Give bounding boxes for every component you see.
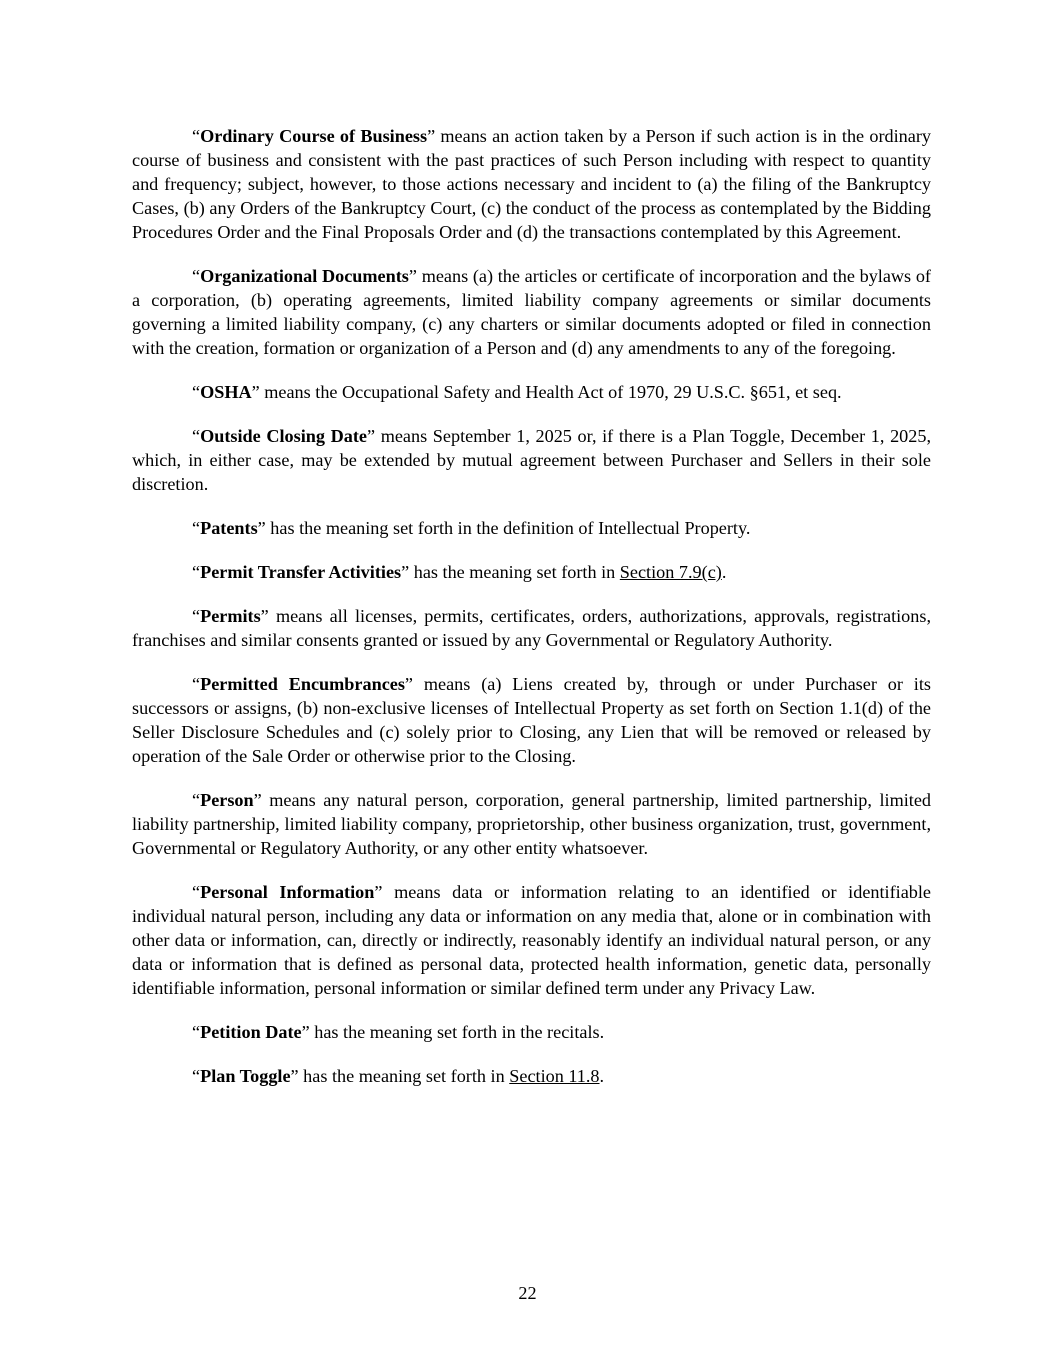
defined-term: Plan Toggle bbox=[200, 1066, 291, 1086]
definition-text: means any natural person, corporation, general partnership, limited partnership, limited liability partnership, limited liability company, proprietorship, other business organization, trust, government, Governmental or Regulatory Authority, or any other entity whatsoever. bbox=[132, 790, 931, 858]
section-reference-link[interactable]: Section 7.9(c) bbox=[619, 562, 722, 582]
defined-term: Person bbox=[200, 790, 254, 810]
definition-plan-toggle: “Plan Toggle” has the meaning set forth in Section 11.8. bbox=[192, 1066, 605, 1086]
definition-text: means the Occupational Safety and Health Act of 1970, 29 U.S.C. §651, et seq. bbox=[264, 382, 842, 402]
definition-text: has the meaning set forth in the recitals. bbox=[314, 1022, 605, 1042]
defined-term: Permits bbox=[200, 606, 261, 626]
definition-text: has the meaning set forth in the definition of Intellectual Property. bbox=[270, 518, 751, 538]
document-body bbox=[132, 124, 931, 1108]
defined-term: Permit Transfer Activities bbox=[200, 562, 402, 582]
definition-text: means all licenses, permits, certificates, orders, authorizations, approvals, registrations, franchises and similar consents granted or issued by any Governmental or Regulatory Authority. bbox=[132, 606, 931, 650]
definition-organizational-documents: “Organizational Documents” means (a) the articles or certificate of incorporation and the bylaws of a corporation, (b) operating agreements, limited liability company agreements or similar documents governing a limited liability company, (c) any charters or similar documents adopted or filed in connection with the creation, formation or organization of a Person and (d) any amendments to any of the foregoing. bbox=[132, 266, 931, 358]
definition-permitted-encumbrances: “Permitted Encumbrances” means (a) Liens created by, through or under Purchaser or its successors or assigns, (b) non-exclusive licenses of Intellectual Property as set forth on Section 1.1(d) of the Seller Disclosure Schedules and (c) solely prior to Closing, any Lien that will be removed or released by operation of the Sale Order or otherwise prior to the Closing. bbox=[132, 674, 931, 766]
definition-petition-date: “Petition Date” has the meaning set forth in the recitals. bbox=[192, 1022, 605, 1042]
definition-end-punctuation: . bbox=[721, 562, 727, 582]
definition-text: means data or information relating to an identified or identifiable individual natural person, including any data or information on any media that, alone or in combination with other data or information, can, directly or indirectly, reasonably identify an individual natural person, or any data or information that is defined as personal data, protected health information, genetic data, personally identifiable information, personal information or similar defined term under any Privacy Law. bbox=[132, 882, 931, 998]
definition-text: has the meaning set forth in bbox=[413, 562, 616, 582]
definition-personal-information: “Personal Information” means data or information relating to an identified or identifiable individual natural person, including any data or information on any media that, alone or in combination with other data or information, can, directly or indirectly, reasonably identify an individual natural person, or any data or information that is defined as personal data, protected health information, genetic data, personally identifiable information, personal information or similar defined term under any Privacy Law. bbox=[132, 882, 931, 998]
definition-text: means September 1, 2025 or, if there is a Plan Toggle, December 1, 2025, which, in either case, may be extended by mutual agreement between Purchaser and Sellers in their sole discretion. bbox=[132, 426, 931, 494]
defined-term: Petition Date bbox=[200, 1022, 302, 1042]
defined-term: Organizational Documents bbox=[200, 266, 409, 286]
defined-term: Personal Information bbox=[200, 882, 375, 902]
defined-term: Ordinary Course of Business bbox=[200, 126, 428, 146]
definition-patents: “Patents” has the meaning set forth in the definition of Intellectual Property. bbox=[192, 518, 751, 538]
definition-outside-closing-date: “Outside Closing Date” means September 1, 2025 or, if there is a Plan Toggle, December 1, 2025, which, in either case, may be extended by mutual agreement between Purchaser and Sellers in their sole discretion. bbox=[132, 426, 931, 494]
definition-text: means an action taken by a Person if such action is in the ordinary course of business and consistent with the past practices of such Person including with respect to quantity and frequency; subject, however, to those actions necessary and incident to (a) the filing of the Bankruptcy Cases, (b) any Orders of the Bankruptcy Court, (c) the conduct of the process as contemplated by the Bidding Procedures Order and the Final Proposals Order and (d) the transactions contemplated by this Agreement. bbox=[132, 126, 931, 242]
page-number: 22 bbox=[518, 1283, 537, 1303]
definition-text: means (a) Liens created by, through or under Purchaser or its successors or assigns, (b) non-exclusive licenses of Intellectual Property as set forth on Section 1.1(d) of the Seller Disclosure Schedules and (c) solely prior to Closing, any Lien that will be removed or released by operation of the Sale Order or otherwise prior to the Closing. bbox=[132, 674, 931, 766]
defined-term: Outside Closing Date bbox=[200, 426, 367, 446]
definition-text: has the meaning set forth in bbox=[303, 1066, 505, 1086]
definition-permits: “Permits” means all licenses, permits, certificates, orders, authorizations, approvals, registrations, franchises and similar consents granted or issued by any Governmental or Regulatory Authority. bbox=[132, 606, 931, 650]
definition-end-punctuation: . bbox=[599, 1066, 605, 1086]
definition-person: “Person” means any natural person, corporation, general partnership, limited partnership, limited liability partnership, limited liability company, proprietorship, other business organization, trust, government, Governmental or Regulatory Authority, or any other entity whatsoever. bbox=[132, 790, 931, 858]
definition-permit-transfer-activities: “Permit Transfer Activities” has the meaning set forth in Section 7.9(c). bbox=[192, 562, 727, 582]
defined-term: Patents bbox=[200, 518, 258, 538]
section-reference-link[interactable]: Section 11.8 bbox=[509, 1066, 600, 1086]
defined-term: Permitted Encumbrances bbox=[200, 674, 405, 694]
defined-term: OSHA bbox=[200, 382, 252, 402]
definition-text: means (a) the articles or certificate of incorporation and the bylaws of a corporation, (b) operating agreements, limited liability company agreements or similar documents governing a limited liability company, (c) any charters or similar documents adopted or filed in connection with the creation, formation or organization of a Person and (d) any amendments to any of the foregoing. bbox=[132, 266, 931, 358]
definition-ordinary-course-of-business: “Ordinary Course of Business” means an action taken by a Person if such action is in the ordinary course of business and consistent with the past practices of such Person including with respect to quantity and frequency; subject, however, to those actions necessary and incident to (a) the filing of the Bankruptcy Cases, (b) any Orders of the Bankruptcy Court, (c) the conduct of the process as contemplated by the Bidding Procedures Order and the Final Proposals Order and (d) the transactions contemplated by this Agreement. bbox=[132, 126, 931, 242]
definition-osha: “OSHA” means the Occupational Safety and Health Act of 1970, 29 U.S.C. §651, et seq. bbox=[192, 382, 842, 402]
